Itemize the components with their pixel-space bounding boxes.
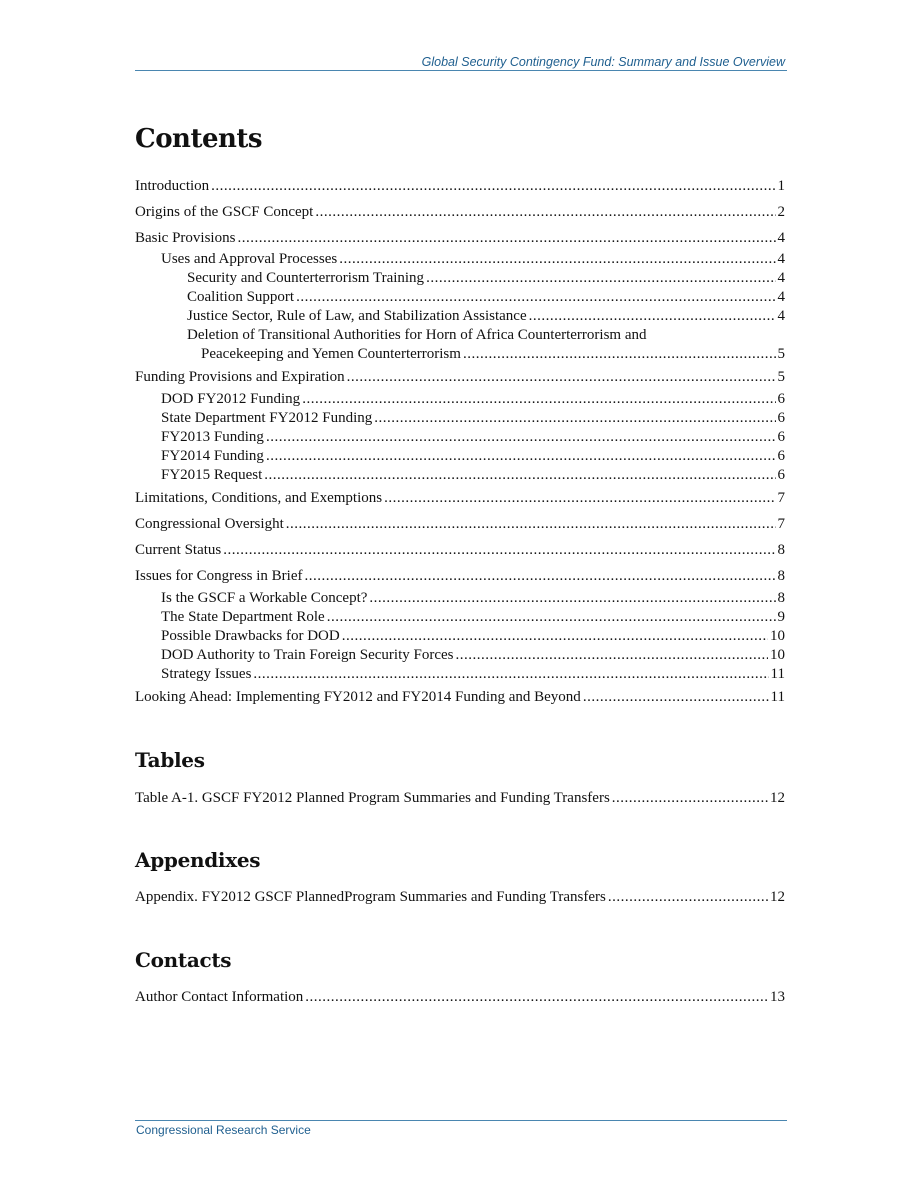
toc-entry-label: FY2015 Request — [161, 467, 263, 483]
toc-entry-label: Introduction — [135, 178, 210, 194]
toc-entry[interactable] — [161, 250, 785, 268]
toc-entry-label: The State Department Role — [161, 609, 325, 625]
toc-entry-label: Basic Provisions — [135, 230, 236, 246]
running-header: Global Security Contingency Fund: Summary and Issue Overview — [421, 55, 785, 69]
toc-entry[interactable] — [201, 345, 785, 363]
contents-heading: Contents — [135, 124, 263, 154]
dot-leader — [426, 269, 775, 287]
toc-entry[interactable] — [135, 515, 785, 533]
toc-entry[interactable] — [161, 627, 785, 645]
toc-entry[interactable] — [161, 466, 785, 484]
toc-entry-page: 5 — [777, 369, 785, 385]
toc-entry[interactable] — [135, 541, 785, 559]
toc-entry[interactable] — [161, 390, 785, 408]
contact-entry[interactable] — [135, 988, 785, 1006]
dot-leader — [347, 368, 776, 386]
toc-entry-page: 9 — [777, 609, 785, 625]
toc-entry-page: 5 — [777, 346, 785, 362]
toc-entry-page: 1 — [777, 178, 785, 194]
dot-leader — [384, 489, 775, 507]
toc-entry-page: 7 — [777, 490, 785, 506]
toc-entry[interactable] — [161, 646, 785, 664]
dot-leader — [223, 541, 775, 559]
toc-entry-label: Funding Provisions and Expiration — [135, 369, 345, 385]
toc-entry-page: 11 — [770, 666, 785, 682]
toc-entry-label: Justice Sector, Rule of Law, and Stabilization Assistance — [187, 308, 527, 324]
toc-entry-label: Looking Ahead: Implementing FY2012 and FY2014 Funding and Beyond — [135, 689, 581, 705]
toc-entry-label: Current Status — [135, 542, 222, 558]
dot-leader — [286, 515, 776, 533]
contact-entry-label: Author Contact Information — [135, 989, 304, 1005]
toc-entry-label-continuation: Peacekeeping and Yemen Counterterrorism — [201, 346, 461, 362]
dot-leader — [463, 345, 776, 363]
table-entry-page: 12 — [770, 790, 785, 806]
toc-entry-page: 6 — [777, 467, 785, 483]
dot-leader — [456, 646, 769, 664]
toc-entry-label: FY2014 Funding — [161, 448, 264, 464]
toc-entry-page: 8 — [777, 542, 785, 558]
dot-leader — [374, 409, 775, 427]
toc-entry[interactable] — [135, 688, 785, 706]
toc-entry-label: DOD FY2012 Funding — [161, 391, 301, 407]
toc-entry-label: Possible Drawbacks for DOD — [161, 628, 340, 644]
toc-entry[interactable] — [135, 489, 785, 507]
toc-entry-page: 8 — [777, 568, 785, 584]
toc-entry-page: 4 — [777, 270, 785, 286]
toc-entry-label: Strategy Issues — [161, 666, 252, 682]
toc-entry-page: 11 — [770, 689, 785, 705]
toc-entry[interactable] — [135, 203, 785, 221]
toc-entry[interactable] — [161, 428, 785, 446]
toc-entry[interactable] — [161, 665, 785, 683]
toc-entry[interactable] — [187, 307, 785, 325]
appendix-entry-label: Appendix. FY2012 GSCF PlannedProgram Summaries and Funding Transfers — [135, 889, 606, 905]
dot-leader — [305, 988, 768, 1006]
dot-leader — [529, 307, 776, 325]
toc-entry-label: Origins of the GSCF Concept — [135, 204, 314, 220]
dot-leader — [339, 250, 775, 268]
toc-entry[interactable] — [187, 269, 785, 287]
toc-entry-label: State Department FY2012 Funding — [161, 410, 373, 426]
toc-entry-page: 4 — [777, 308, 785, 324]
dot-leader — [302, 390, 775, 408]
dot-leader — [327, 608, 776, 626]
toc-entry[interactable] — [135, 368, 785, 386]
toc-entry-page: 2 — [777, 204, 785, 220]
tables-heading: Tables — [135, 748, 205, 772]
dot-leader — [583, 688, 769, 706]
toc-entry-label[interactable]: Deletion of Transitional Authorities for Horn of Africa Counterterrorism and — [187, 327, 647, 343]
toc-entry-page: 10 — [770, 628, 785, 644]
dot-leader — [608, 888, 768, 906]
dot-leader — [266, 428, 776, 446]
toc-entry-label: Coalition Support — [187, 289, 295, 305]
toc-entry[interactable] — [187, 288, 785, 306]
toc-entry[interactable] — [135, 567, 785, 585]
toc-entry[interactable] — [161, 608, 785, 626]
dot-leader — [342, 627, 768, 645]
dot-leader — [612, 789, 768, 807]
running-footer: Congressional Research Service — [136, 1123, 311, 1137]
toc-entry-label: Congressional Oversight — [135, 516, 284, 532]
toc-entry-label: Security and Counterterrorism Training — [187, 270, 425, 286]
table-entry-label: Table A-1. GSCF FY2012 Planned Program Summaries and Funding Transfers — [135, 790, 610, 806]
dot-leader — [315, 203, 775, 221]
toc-entry-label: Limitations, Conditions, and Exemptions — [135, 490, 383, 506]
toc-entry-page: 6 — [777, 391, 785, 407]
dot-leader — [211, 177, 775, 195]
toc-entry-label: Uses and Approval Processes — [161, 251, 338, 267]
contact-entry-page: 13 — [770, 989, 785, 1005]
toc-entry-page: 6 — [777, 448, 785, 464]
toc-entry[interactable] — [135, 177, 785, 195]
table-entry[interactable] — [135, 789, 785, 807]
toc-entry[interactable] — [161, 409, 785, 427]
toc-entry-page: 8 — [777, 590, 785, 606]
toc-entry-page: 4 — [777, 289, 785, 305]
toc-entry-page: 6 — [777, 410, 785, 426]
dot-leader — [264, 466, 775, 484]
dot-leader — [266, 447, 776, 465]
appendix-entry[interactable] — [135, 888, 785, 906]
toc-entry-page: 7 — [777, 516, 785, 532]
toc-entry-label: DOD Authority to Train Foreign Security Forces — [161, 647, 454, 663]
dot-leader — [304, 567, 775, 585]
contacts-heading: Contacts — [135, 948, 232, 972]
toc-entry-page: 10 — [770, 647, 785, 663]
toc-entry-page: 4 — [777, 230, 785, 246]
dot-leader — [237, 229, 775, 247]
toc-entry-page: 6 — [777, 429, 785, 445]
toc-entry-label: Is the GSCF a Workable Concept? — [161, 590, 368, 606]
toc-entry[interactable] — [135, 229, 785, 247]
toc-entry-page: 4 — [777, 251, 785, 267]
dot-leader — [369, 589, 775, 607]
toc-entry[interactable] — [161, 447, 785, 465]
appendix-entry-page: 12 — [770, 889, 785, 905]
toc-entry-label: Issues for Congress in Brief — [135, 568, 303, 584]
dot-leader — [296, 288, 775, 306]
dot-leader — [253, 665, 768, 683]
toc-entry-label: FY2013 Funding — [161, 429, 264, 445]
appendixes-heading: Appendixes — [135, 848, 261, 872]
header-rule — [135, 70, 787, 71]
toc-entry[interactable] — [161, 589, 785, 607]
footer-rule — [135, 1120, 787, 1121]
